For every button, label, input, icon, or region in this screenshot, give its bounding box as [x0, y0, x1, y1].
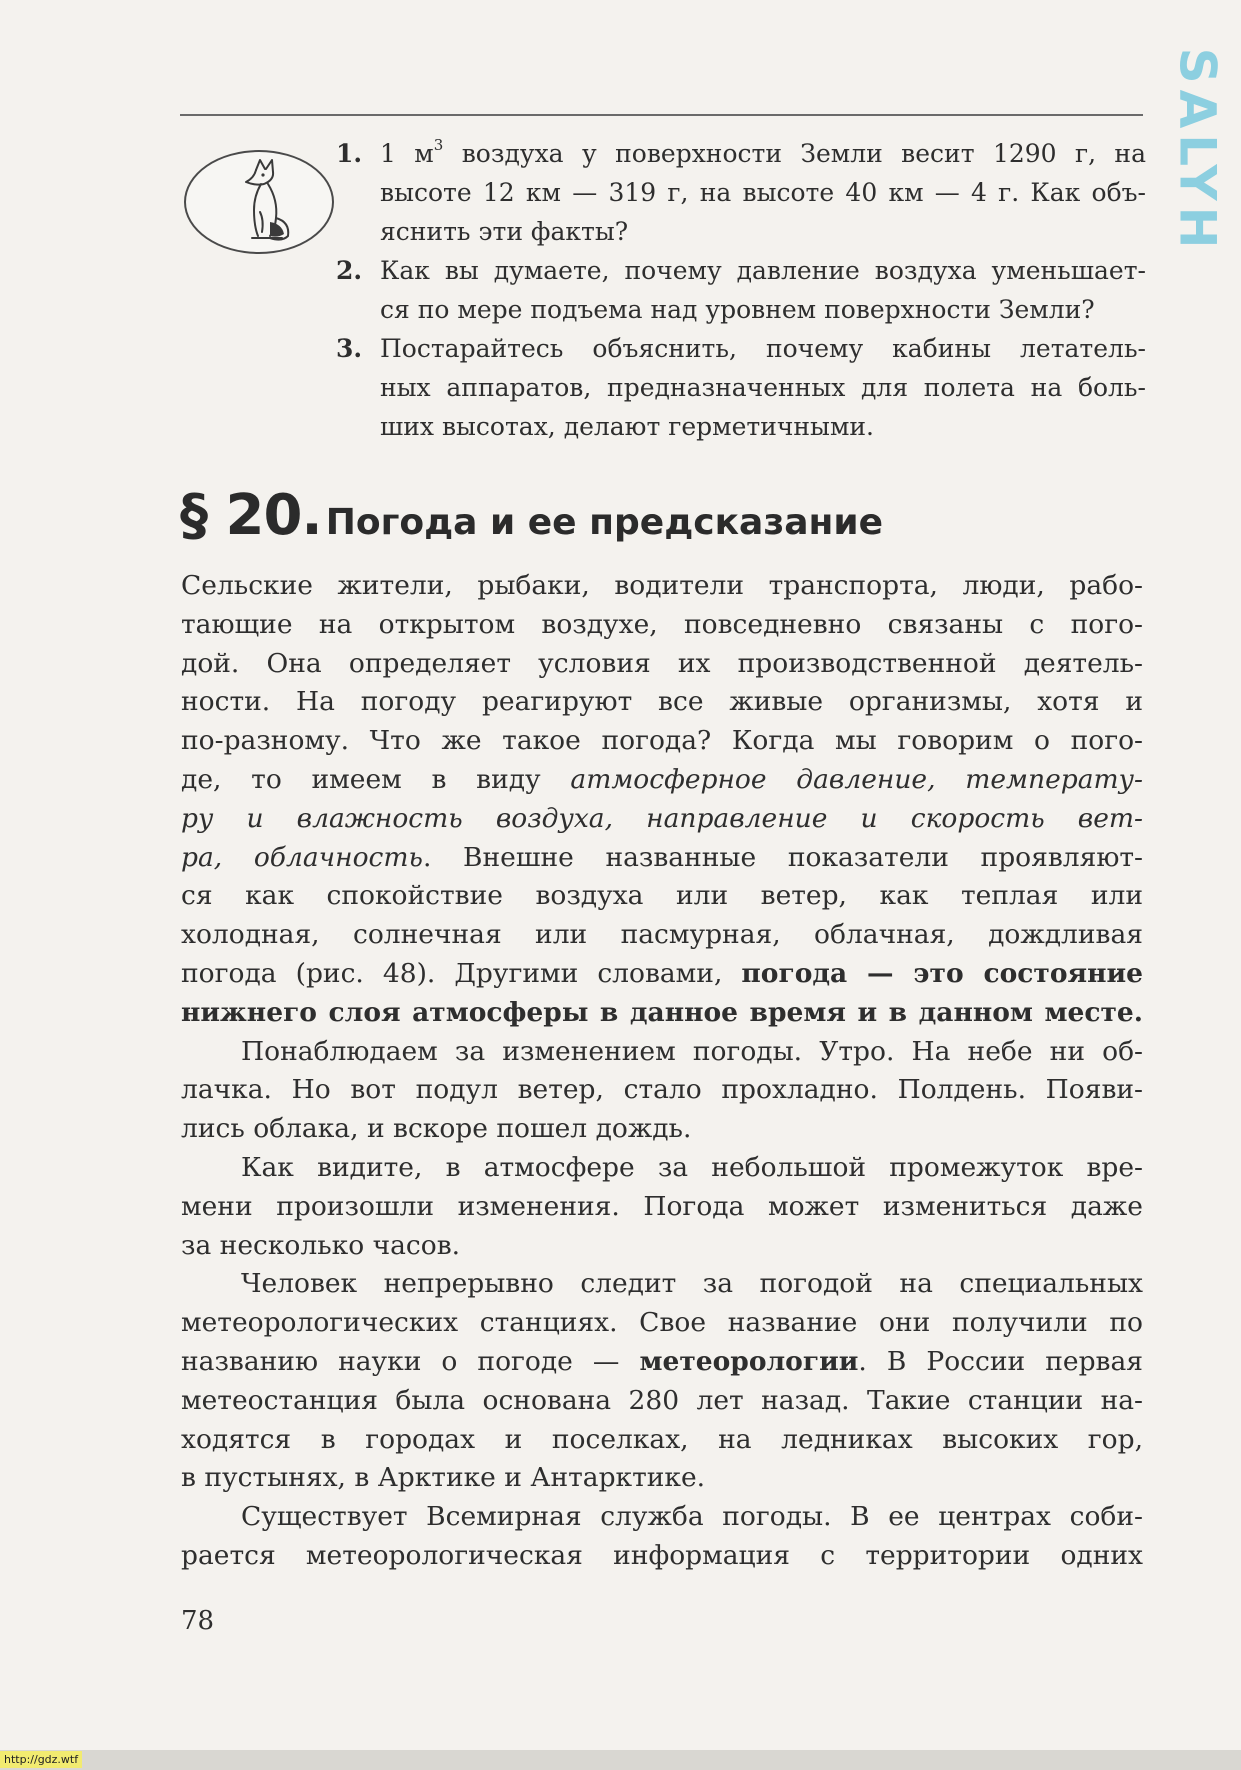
- text-line: метеостанция была основана 280 лет назад. Такие станции на-: [181, 1384, 1143, 1416]
- bold-definition: погода — это состояние: [741, 957, 1143, 989]
- bottom-band: [0, 1750, 1241, 1770]
- review-questions: [336, 134, 1146, 446]
- top-rule: [180, 114, 1143, 116]
- text-line: ся как спокойствие воздуха или ветер, как теплая или: [181, 880, 1143, 912]
- question-line: Постарайтесь объяснить, почему кабины летатель-: [380, 334, 1146, 363]
- question-line: 1 $м^3$ воздуха у поверхности Земли весит 1290 г, на: [380, 135, 1146, 168]
- section-title: Погода и ее предсказание: [325, 502, 884, 543]
- paragraph: [181, 1033, 1143, 1149]
- question-line: высоте 12 км — 319 г, на высоте 40 км — 4 г. Как объ-: [380, 178, 1146, 207]
- question-number: 2.: [336, 256, 363, 285]
- fox-emblem: [184, 150, 334, 254]
- question-line: ных аппаратов, предназначенных для полета на боль-: [380, 373, 1146, 402]
- text-line: нижнего слоя атмосферы в данное время и в данном месте.: [181, 996, 1143, 1028]
- question-item: [336, 251, 1146, 329]
- section-heading: [180, 483, 883, 548]
- question-line: ших высотах, делают герметичными.: [380, 412, 874, 441]
- question-number: 3.: [336, 334, 363, 363]
- text-line: холодная, солнечная или пасмурная, облачная, дождливая: [181, 919, 1143, 951]
- text-line: лись облака, и вскоре пошел дождь.: [181, 1113, 692, 1145]
- text-line: тающие на открытом воздухе, повседневно связаны с пого-: [181, 608, 1143, 640]
- text-line: дой. Она определяет условия их производственной деятель-: [181, 647, 1143, 679]
- text-line: погода (рис. 48). Другими словами, погода — это состояние: [181, 957, 1143, 989]
- text-line: Как видите, в атмосфере за небольшой промежуток вре-: [241, 1151, 1143, 1183]
- question-line: яснить эти факты?: [380, 217, 629, 246]
- text-line: Понаблюдаем за изменением погоды. Утро. На небе ни об-: [241, 1035, 1143, 1067]
- text-line: Существует Всемирная служба погоды. В ее центрах соби-: [241, 1501, 1143, 1533]
- paragraph: [181, 1265, 1143, 1498]
- body-text: [181, 567, 1143, 1576]
- question-number: 1.: [336, 139, 363, 168]
- paragraph: [181, 1149, 1143, 1265]
- question-item: [336, 329, 1146, 446]
- page-number: 78: [181, 1606, 215, 1636]
- side-tab-text: SALYH: [1168, 47, 1226, 255]
- text-line: рается метеорологическая информация с территории одних: [181, 1539, 1143, 1571]
- text-line: де, то имеем в виду атмосферное давление, температу-: [181, 763, 1143, 795]
- bold-term: метеорологии: [639, 1345, 859, 1377]
- text-line: Человек непрерывно следит за погодой на специальных: [241, 1268, 1143, 1300]
- paragraph: [181, 1498, 1143, 1576]
- question-item: [336, 134, 1146, 251]
- fox-icon: [186, 152, 332, 252]
- text-line: в пустынях, в Арктике и Антарктике.: [181, 1462, 706, 1494]
- text-line: ра, облачность. Внешне названные показатели проявляют-: [181, 841, 1144, 873]
- italic-term: атмосферное давление, температу-: [570, 763, 1143, 795]
- side-tab: [1168, 16, 1226, 286]
- text-line: ходятся в городах и поселках, на ледниках высоких гор,: [181, 1423, 1143, 1455]
- text-line: лачка. Но вот подул ветер, стало прохладно. Полдень. Появи-: [181, 1074, 1143, 1106]
- section-number: § 20.: [180, 483, 322, 548]
- text-line: названию науки о погоде — метеорологии. В России первая: [181, 1345, 1143, 1377]
- question-line: ся по мере подъема над уровнем поверхности Земли?: [380, 295, 1095, 324]
- text-line: метеорологических станциях. Свое название они получили по: [181, 1307, 1143, 1339]
- italic-term: ра, облачность: [181, 841, 423, 873]
- paragraph: [181, 567, 1143, 1033]
- question-line: Как вы думаете, почему давление воздуха уменьшает-: [380, 256, 1146, 285]
- text-line: ру и влажность воздуха, направление и скорость вет-: [181, 802, 1143, 834]
- text-line: мени произошли изменения. Погода может измениться даже: [181, 1190, 1143, 1222]
- text-line: ности. На погоду реагируют все живые организмы, хотя и: [181, 686, 1143, 718]
- text-line: Сельские жители, рыбаки, водители транспорта, люди, рабо-: [181, 570, 1143, 601]
- text-line: за несколько часов.: [181, 1229, 461, 1261]
- watermark-url[interactable]: http://gdz.wtf: [0, 1751, 82, 1768]
- text-line: по-разному. Что же такое погода? Когда мы говорим о пого-: [181, 725, 1143, 757]
